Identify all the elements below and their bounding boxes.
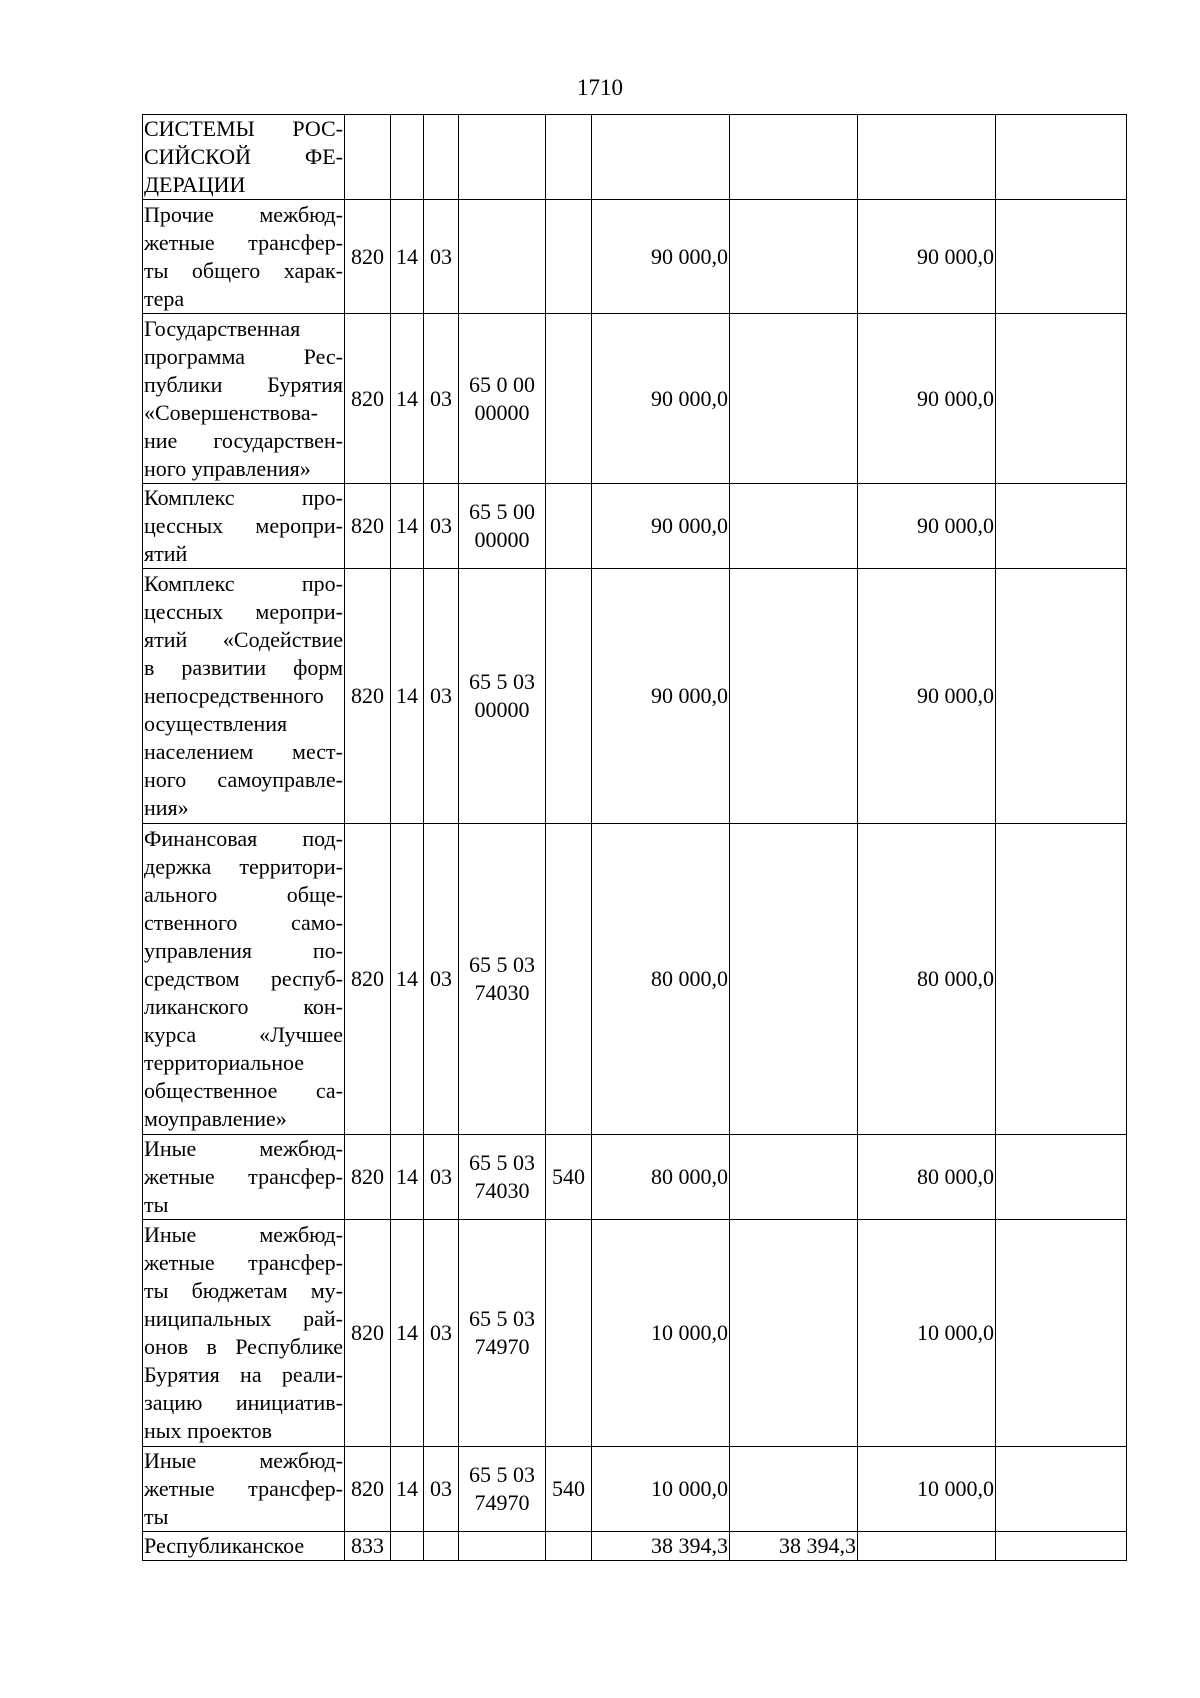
section-code: 14 xyxy=(391,569,424,824)
row-name-line: Комплекс про- xyxy=(144,571,343,596)
row-name-line: онов в Республике xyxy=(144,1334,343,1359)
row-name-line: Комплекс про- xyxy=(144,485,343,510)
row-name-line: в развитии форм xyxy=(144,655,343,680)
section-code: 14 xyxy=(391,1135,424,1220)
expense-type-code xyxy=(546,115,592,200)
ved-code: 820 xyxy=(345,200,391,314)
amount-column-9 xyxy=(996,484,1127,569)
target-article-line: 65 5 03 xyxy=(469,669,535,694)
section-code xyxy=(391,1532,424,1561)
row-name-line: держка территори- xyxy=(144,854,343,879)
table-row xyxy=(143,569,1127,824)
target-article-line: 65 5 03 xyxy=(469,952,535,977)
expense-type-code xyxy=(546,569,592,824)
table-row xyxy=(143,115,1127,200)
target-article-line: 74030 xyxy=(474,980,530,1005)
ved-code: 820 xyxy=(345,314,391,484)
row-name-line: ликанского кон- xyxy=(144,994,343,1019)
target-article-code xyxy=(459,1532,546,1561)
target-article-code xyxy=(459,1447,546,1532)
row-name-line: непосредственного xyxy=(144,683,324,708)
expense-type-code xyxy=(546,484,592,569)
row-name-line: зацию инициатив- xyxy=(144,1390,343,1415)
row-name-line: «Совершенствова- xyxy=(144,399,318,425)
table-row xyxy=(143,1135,1127,1220)
row-name-line: ятий xyxy=(144,541,188,566)
amount-column-8: 80 000,0 xyxy=(858,824,996,1135)
subsection-code: 03 xyxy=(424,1135,459,1220)
row-name-line: ты xyxy=(144,1504,169,1529)
row-name-line: ние государствен- xyxy=(144,427,343,453)
amount-total: 10 000,0 xyxy=(592,1447,730,1532)
row-name-line: ного самоуправле- xyxy=(144,767,343,792)
ved-code: 820 xyxy=(345,824,391,1135)
amount-column-7 xyxy=(730,1447,858,1532)
table-row xyxy=(143,1447,1127,1532)
target-article-line: 00000 xyxy=(474,697,530,722)
target-article-code xyxy=(459,314,546,484)
table-row xyxy=(143,1532,1127,1561)
row-name xyxy=(143,314,345,484)
row-name-line: жетные трансфер- xyxy=(144,1476,343,1501)
row-name-line: СИСТЕМЫ РОС- xyxy=(144,116,343,141)
amount-total: 80 000,0 xyxy=(592,1135,730,1220)
row-name-line: Иные межбюд- xyxy=(144,1222,343,1247)
amount-column-7: 38 394,3 xyxy=(730,1532,858,1561)
subsection-code: 03 xyxy=(424,314,459,484)
row-name-line: Бурятия на реали- xyxy=(144,1362,343,1387)
amount-column-7 xyxy=(730,484,858,569)
row-name-line: осуществления xyxy=(144,711,288,736)
target-article-code xyxy=(459,1220,546,1447)
amount-column-9 xyxy=(996,200,1127,314)
subsection-code xyxy=(424,115,459,200)
row-name-line: Государственная xyxy=(144,315,301,341)
amount-column-9 xyxy=(996,314,1127,484)
row-name xyxy=(143,200,345,314)
ved-code: 820 xyxy=(345,1220,391,1447)
target-article-line: 74970 xyxy=(474,1334,530,1359)
amount-column-7 xyxy=(730,115,858,200)
row-name-line: жетные трансфер- xyxy=(144,229,343,255)
row-name-line: Республиканское xyxy=(144,1533,305,1558)
target-article-line: 65 0 00 xyxy=(469,371,535,397)
amount-total xyxy=(592,115,730,200)
target-article-code xyxy=(459,200,546,314)
section-code: 14 xyxy=(391,314,424,484)
section-code: 14 xyxy=(391,1220,424,1447)
row-name-line: ального обще- xyxy=(144,882,343,907)
amount-total: 80 000,0 xyxy=(592,824,730,1135)
row-name-line: жетные трансфер- xyxy=(144,1250,343,1275)
target-article-code xyxy=(459,1135,546,1220)
row-name-line: цессных меропри- xyxy=(144,513,343,538)
row-name xyxy=(143,824,345,1135)
target-article-line: 74030 xyxy=(474,1178,530,1203)
amount-column-7 xyxy=(730,200,858,314)
amount-column-9 xyxy=(996,1532,1127,1561)
ved-code: 833 xyxy=(345,1532,391,1561)
amount-column-9 xyxy=(996,1220,1127,1447)
target-article-line: 65 5 03 xyxy=(469,1306,535,1331)
amount-total: 90 000,0 xyxy=(592,200,730,314)
row-name-line: СИЙСКОЙ ФЕ- xyxy=(144,144,343,169)
amount-column-8: 90 000,0 xyxy=(858,484,996,569)
amount-total: 38 394,3 xyxy=(592,1532,730,1561)
amount-column-7 xyxy=(730,824,858,1135)
section-code: 14 xyxy=(391,824,424,1135)
amount-column-8: 80 000,0 xyxy=(858,1135,996,1220)
row-name-line: ния» xyxy=(144,795,189,820)
amount-column-8: 90 000,0 xyxy=(858,569,996,824)
row-name xyxy=(143,569,345,824)
ved-code: 820 xyxy=(345,569,391,824)
expense-type-code xyxy=(546,824,592,1135)
table-row xyxy=(143,314,1127,484)
subsection-code xyxy=(424,1532,459,1561)
amount-column-8 xyxy=(858,1532,996,1561)
target-article-code xyxy=(459,569,546,824)
target-article-line: 65 5 03 xyxy=(469,1150,535,1175)
amount-column-8 xyxy=(858,115,996,200)
row-name-line: Иные межбюд- xyxy=(144,1448,343,1473)
section-code: 14 xyxy=(391,484,424,569)
expense-type-code xyxy=(546,1220,592,1447)
row-name-line: тера xyxy=(144,285,185,311)
row-name-line: ДЕРАЦИИ xyxy=(144,172,246,197)
amount-total: 10 000,0 xyxy=(592,1220,730,1447)
row-name-line: ственного само- xyxy=(144,910,343,935)
expense-type-code xyxy=(546,314,592,484)
table-row xyxy=(143,824,1127,1135)
target-article-line: 65 5 03 xyxy=(469,1462,535,1487)
row-name-line: общественное са- xyxy=(144,1078,343,1103)
amount-column-9 xyxy=(996,1447,1127,1532)
expense-type-code: 540 xyxy=(546,1135,592,1220)
row-name-line: территориальное xyxy=(144,1050,305,1075)
target-article-code xyxy=(459,824,546,1135)
amount-column-8: 90 000,0 xyxy=(858,200,996,314)
row-name-line: моуправление» xyxy=(144,1106,287,1131)
row-name-line: Финансовая под- xyxy=(144,826,343,851)
expense-type-code: 540 xyxy=(546,1447,592,1532)
target-article-line: 00000 xyxy=(474,399,530,425)
row-name-line: ты xyxy=(144,1192,169,1217)
row-name-line: ниципальных рай- xyxy=(144,1306,343,1331)
row-name-line: курса «Лучшее xyxy=(144,1022,343,1047)
amount-column-9 xyxy=(996,569,1127,824)
amount-column-8: 90 000,0 xyxy=(858,314,996,484)
target-article-line: 65 5 00 xyxy=(469,499,535,524)
row-name xyxy=(143,484,345,569)
row-name-line: программа Рес- xyxy=(144,343,343,369)
subsection-code: 03 xyxy=(424,1220,459,1447)
row-name-line: населением мест- xyxy=(144,739,343,764)
row-name xyxy=(143,1220,345,1447)
ved-code xyxy=(345,115,391,200)
subsection-code: 03 xyxy=(424,1447,459,1532)
page-number: 1710 xyxy=(577,75,623,100)
subsection-code: 03 xyxy=(424,484,459,569)
row-name xyxy=(143,1447,345,1532)
ved-code: 820 xyxy=(345,1135,391,1220)
row-name-line: цессных меропри- xyxy=(144,599,343,624)
table-row xyxy=(143,200,1127,314)
amount-total: 90 000,0 xyxy=(592,484,730,569)
target-article-line: 00000 xyxy=(474,527,530,552)
amount-column-9 xyxy=(996,115,1127,200)
target-article-code xyxy=(459,484,546,569)
table-body xyxy=(143,115,1127,1561)
ved-code: 820 xyxy=(345,484,391,569)
amount-column-9 xyxy=(996,1135,1127,1220)
amount-column-7 xyxy=(730,314,858,484)
row-name-line: ных проектов xyxy=(144,1418,272,1443)
section-code: 14 xyxy=(391,200,424,314)
expense-type-code xyxy=(546,1532,592,1561)
amount-column-7 xyxy=(730,1220,858,1447)
amount-column-9 xyxy=(996,824,1127,1135)
table-row xyxy=(143,1220,1127,1447)
row-name-line: ного управления» xyxy=(144,455,311,481)
row-name-line: публики Бурятия xyxy=(144,371,343,397)
row-name-line: жетные трансфер- xyxy=(144,1164,343,1189)
row-name xyxy=(143,115,345,200)
target-article-line: 74970 xyxy=(474,1490,530,1515)
subsection-code: 03 xyxy=(424,569,459,824)
amount-column-7 xyxy=(730,1135,858,1220)
amount-total: 90 000,0 xyxy=(592,314,730,484)
row-name-line: ты бюджетам му- xyxy=(144,1278,343,1303)
row-name-line: средством респуб- xyxy=(144,966,343,991)
amount-total: 90 000,0 xyxy=(592,569,730,824)
row-name xyxy=(143,1532,345,1561)
row-name-line: Прочие межбюд- xyxy=(144,201,343,227)
subsection-code: 03 xyxy=(424,824,459,1135)
row-name-line: ятий «Содействие xyxy=(144,627,343,652)
row-name-line: управления по- xyxy=(144,938,343,963)
section-code xyxy=(391,115,424,200)
row-name-line: ты общего харак- xyxy=(144,257,343,283)
row-name-line: Иные межбюд- xyxy=(144,1136,343,1161)
row-name xyxy=(143,1135,345,1220)
expense-type-code xyxy=(546,200,592,314)
amount-column-8: 10 000,0 xyxy=(858,1220,996,1447)
table-row xyxy=(143,484,1127,569)
section-code: 14 xyxy=(391,1447,424,1532)
amount-column-7 xyxy=(730,569,858,824)
amount-column-8: 10 000,0 xyxy=(858,1447,996,1532)
ved-code: 820 xyxy=(345,1447,391,1532)
subsection-code: 03 xyxy=(424,200,459,314)
budget-table xyxy=(142,114,1127,1561)
target-article-code xyxy=(459,115,546,200)
